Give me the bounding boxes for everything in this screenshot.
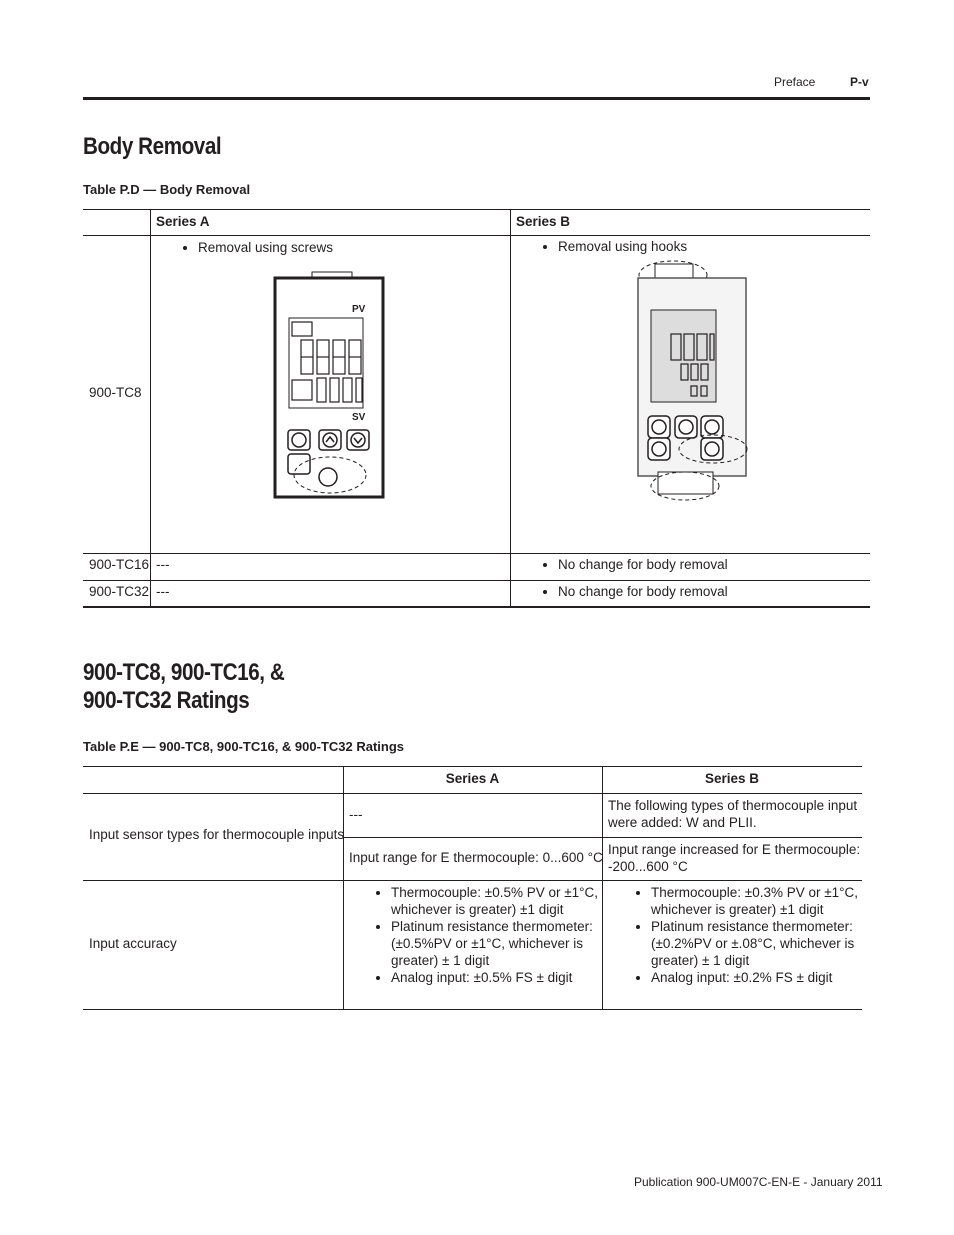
tc16-series-a: --- (156, 557, 170, 572)
sensor-types-series-b-l1: The following types of thermocouple input (608, 798, 858, 813)
table-rule (83, 1009, 862, 1010)
col-header-series-b: Series B (516, 214, 571, 229)
sensor-types-series-b-l2: were added: W and PLII. (608, 815, 757, 830)
table-rule (83, 793, 862, 794)
table-rule (83, 880, 862, 881)
running-header-section: Preface (774, 75, 816, 89)
row-model-tc16: 900-TC16 (89, 557, 150, 572)
table-rule (83, 580, 870, 581)
row-label-input-accuracy: Input accuracy (89, 936, 177, 951)
section-title-body-removal: Body Removal (83, 133, 222, 160)
table-rule (83, 606, 870, 608)
row-label-sensor-types: Input sensor types for thermocouple inputs (89, 827, 345, 842)
publication-footer: Publication 900-UM007C-EN-E - January 2011 (634, 1175, 883, 1189)
e-range-series-b-l2: -200...600 °C (608, 859, 688, 874)
series-a-controller-illustration (272, 270, 386, 500)
table-col-rule (510, 209, 511, 607)
pv-label: PV (352, 304, 366, 315)
e-range-series-a: Input range for E thermocouple: 0...600 °C (349, 850, 603, 865)
table-rule (83, 209, 870, 210)
table-rule (83, 235, 870, 236)
series-b-controller-illustration (633, 258, 751, 503)
tc32-series-a: --- (156, 584, 170, 599)
col-header-series-b: Series B (704, 771, 760, 786)
e-range-series-b-l1: Input range increased for E thermocouple: (608, 842, 861, 857)
page-number: P-v (850, 75, 869, 89)
header-rule (83, 97, 870, 100)
col-header-series-a: Series A (156, 214, 210, 229)
table-col-rule (150, 209, 151, 607)
table-col-rule (602, 766, 603, 1010)
sensor-types-series-a: --- (349, 807, 363, 822)
table-rule (83, 553, 870, 554)
tc16-series-b-note: • No change for body removal (544, 556, 728, 573)
accuracy-series-a: • Thermocouple: ±0.5% PV or ±1°C, whichever is greater) ±1 digit • Platinum resistance thermometer: (±0.5%PV or ±1°C, whichever is greater) ± 1 digit • Analog input: ±0.5% FS ± digit (377, 884, 598, 986)
tc8-series-a-note: • Removal using screws (184, 239, 333, 256)
row-model-tc8: 900-TC8 (89, 385, 142, 400)
accuracy-series-b: • Thermocouple: ±0.3% PV or ±1°C, whichever is greater) ±1 digit • Platinum resistance thermometer: (±0.2%PV or ±.08°C, whichever is greater) ± 1 digit • Analog input: ±0.2% FS ± digit (637, 884, 858, 986)
table-caption-pe: Table P.E — 900-TC8, 900-TC16, & 900-TC32 Ratings (83, 739, 405, 754)
tc32-series-b-note: • No change for body removal (544, 583, 728, 600)
table-col-rule (343, 766, 344, 1010)
col-header-series-a: Series A (445, 771, 500, 786)
table-caption-pd: Table P.D — Body Removal (83, 182, 251, 197)
table-rule (83, 766, 862, 767)
section-title-ratings: 900-TC8, 900-TC16, & 900-TC32 Ratings (83, 659, 285, 714)
row-model-tc32: 900-TC32 (89, 584, 150, 599)
tc8-series-b-note: • Removal using hooks (544, 238, 687, 255)
sv-label: SV (352, 412, 366, 423)
